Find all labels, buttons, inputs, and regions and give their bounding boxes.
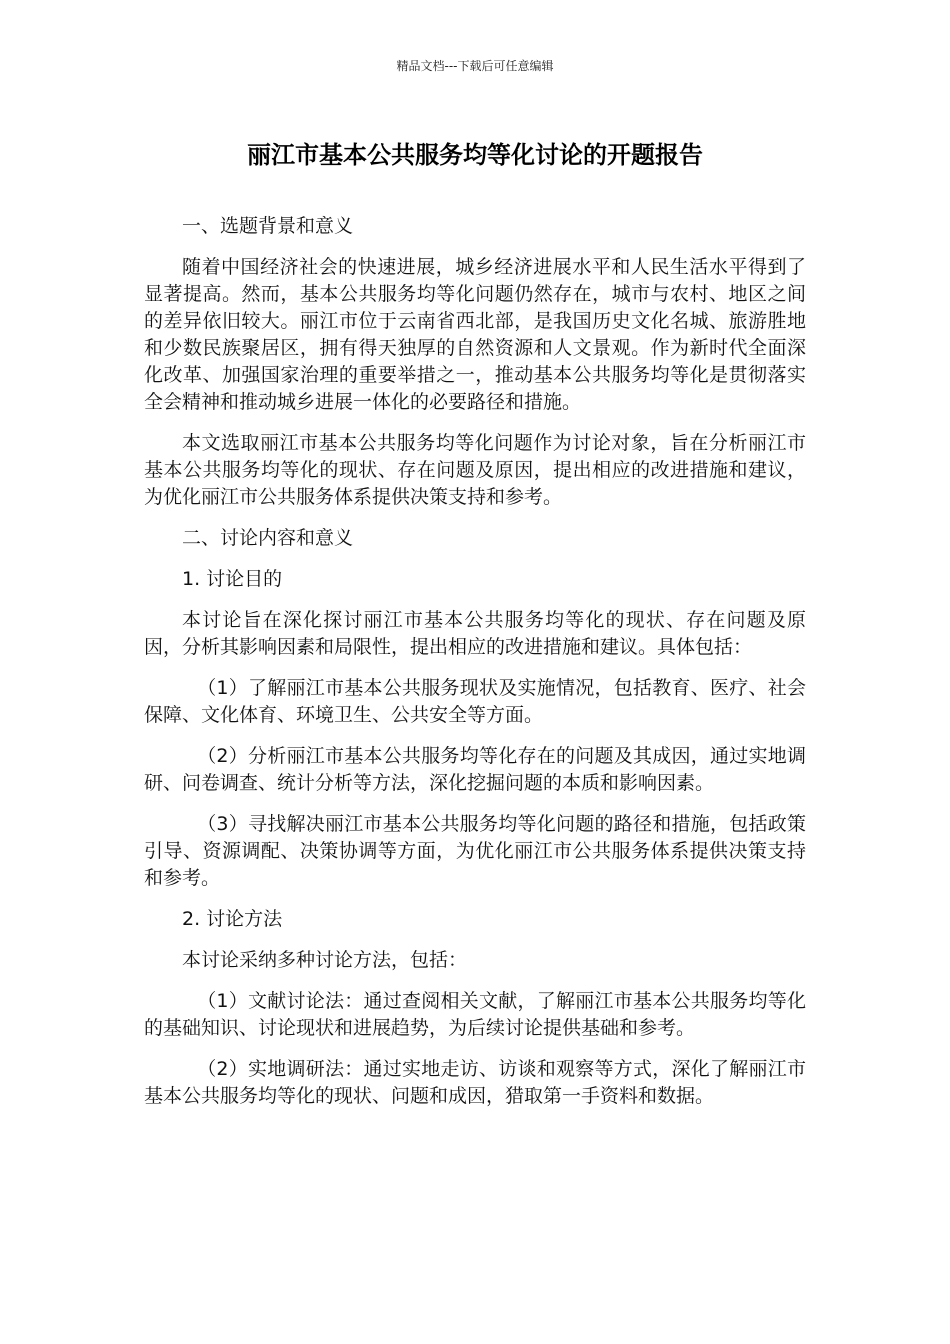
document-body (144, 213, 806, 1124)
paragraph-objective-summary: 本文选取丽江市基本公共服务均等化问题作为讨论对象，旨在分析丽江市基本公共服务均等化的现状、存在问题及原因，提出相应的改进措施和建议，为优化丽江市公共服务体系提供决策支持和参考。 (144, 432, 806, 508)
list-item-purpose-2: （2）分析丽江市基本公共服务均等化存在的问题及其成因，通过实地调研、问卷调查、统计分析等方法，深化挖掘问题的本质和影响因素。 (144, 745, 806, 794)
section-heading-content: 二、讨论内容和意义 (182, 527, 354, 549)
list-item-method-2: （2）实地调研法：通过实地走访、访谈和观察等方式，深化了解丽江市基本公共服务均等化的现状、问题和成因，猎取第一手资料和数据。 (144, 1058, 806, 1107)
list-item-method-1: （1）文献讨论法：通过查阅相关文献，了解丽江市基本公共服务均等化的基础知识、讨论现状和进展趋势，为后续讨论提供基础和参考。 (144, 990, 806, 1039)
list-item-purpose-3: （3）寻找解决丽江市基本公共服务均等化问题的路径和措施，包括政策引导、资源调配、决策协调等方面，为优化丽江市公共服务体系提供决策支持和参考。 (144, 813, 806, 889)
document-title: 丽江市基本公共服务均等化讨论的开题报告 (247, 141, 703, 169)
page-header-watermark: 精品文档---下载后可任意编辑 (396, 59, 554, 73)
paragraph-methods-intro: 本讨论采纳多种讨论方法，包括： (182, 949, 468, 971)
paragraph-background: 随着中国经济社会的快速进展，城乡经济进展水平和人民生活水平得到了显著提高。然而，基本公共服务均等化问题仍然存在，城市与农村、地区之间的差异依旧较大。丽江市位于云南省西北部，是我国历史文化名城、旅游胜地和少数民族聚居区，拥有得天独厚的自然资源和人文景观。作为新时代全面深化改革、加强国家治理的重要举措之一，推动基本公共服务均等化是贯彻落实全会精神和推动城乡进展一体化的必要路径和措施。 (144, 256, 806, 413)
list-item-purpose-1: （1）了解丽江市基本公共服务现状及实施情况，包括教育、医疗、社会保障、文化体育、环境卫生、公共安全等方面。 (144, 677, 806, 726)
subheading-methods: 2. 讨论方法 (182, 908, 283, 930)
section-heading-background: 一、选题背景和意义 (182, 215, 354, 237)
paragraph-purpose: 本讨论旨在深化探讨丽江市基本公共服务均等化的现状、存在问题及原因，分析其影响因素和局限性，提出相应的改进措施和建议。具体包括： (144, 609, 806, 658)
subheading-purpose: 1. 讨论目的 (182, 568, 283, 590)
